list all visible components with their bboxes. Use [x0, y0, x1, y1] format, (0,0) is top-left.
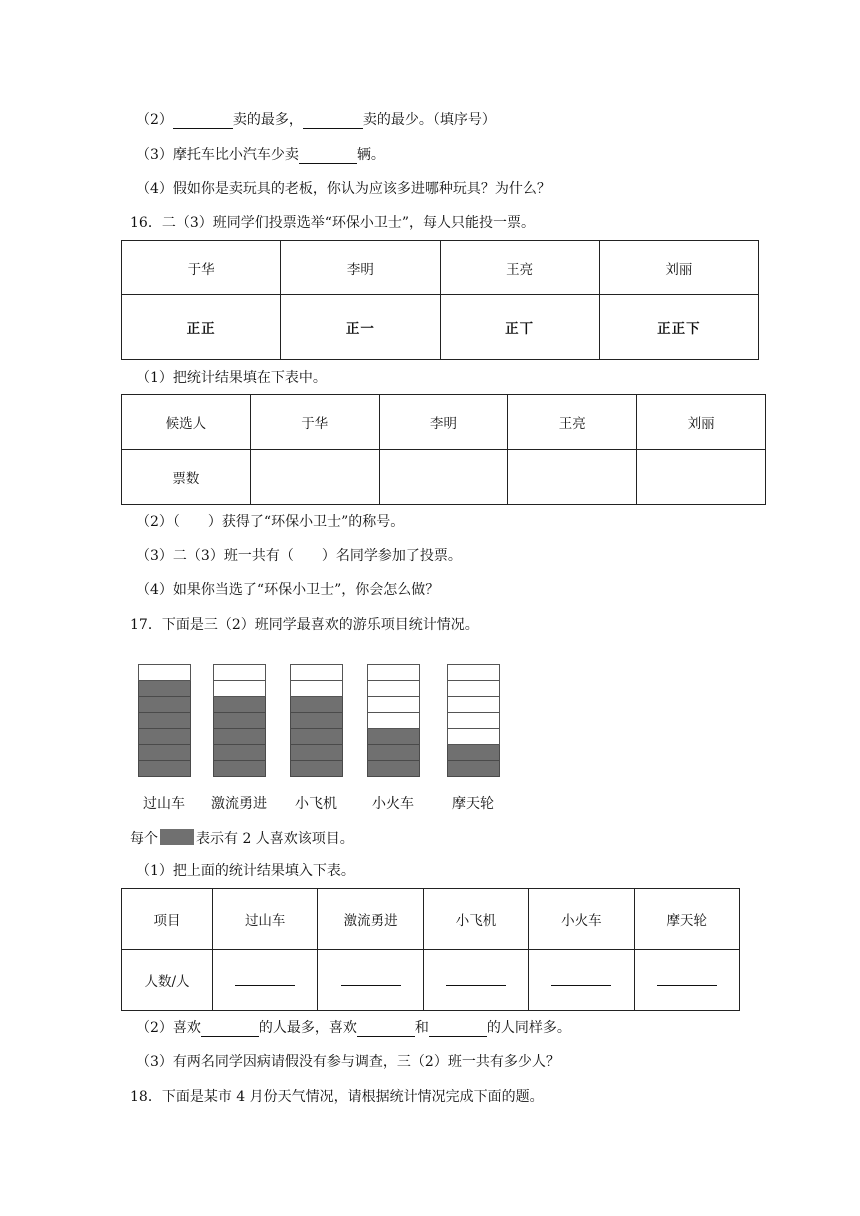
q17-part2-d: 的人同样多。	[486, 1020, 571, 1036]
chart-legend	[130, 829, 354, 848]
answer-cell[interactable]	[423, 950, 528, 1011]
filled-cell	[447, 761, 500, 777]
q16-part4: （4）如果你当选了“环保小卫士”，你会怎么做？	[136, 582, 440, 598]
tally-name: 刘丽	[599, 241, 758, 295]
answer-cell[interactable]	[634, 950, 739, 1011]
header-cell: 王亮	[508, 395, 637, 450]
answer-cell[interactable]	[213, 950, 318, 1011]
q15-part4: （4）假如你是卖玩具的老板，你认为应该多进哪种玩具？为什么？	[136, 181, 551, 197]
header-cell: 小飞机	[423, 889, 528, 950]
q18-title: 18．下面是某市 4 月份天气情况，请根据统计情况完成下面的题。	[130, 1089, 544, 1105]
empty-cell	[447, 713, 500, 729]
tally-name: 李明	[281, 241, 440, 295]
filled-cell	[290, 697, 343, 713]
q15-part2-suffix: 卖的最少。（填序号）	[362, 112, 496, 128]
answer-blank[interactable]	[201, 1022, 259, 1037]
q15-part2-mid: 卖的最多，	[232, 112, 303, 128]
filled-cell	[367, 761, 420, 777]
q15-part3-prefix: （3）摩托车比小汽车少卖	[136, 147, 299, 163]
filled-cell	[367, 745, 420, 761]
answer-cell[interactable]	[637, 450, 766, 505]
filled-cell	[213, 697, 266, 713]
answer-blank[interactable]	[303, 114, 363, 129]
header-cell: 激流勇进	[318, 889, 423, 950]
q15-part2-prefix: （2）	[136, 112, 173, 128]
project-table	[121, 888, 740, 1011]
legend-prefix: 每个	[130, 831, 158, 847]
header-cell: 项目	[122, 889, 213, 950]
header-cell: 摩天轮	[634, 889, 739, 950]
q17-part2-b: 的人最多，喜欢	[258, 1020, 357, 1036]
empty-cell	[447, 681, 500, 697]
empty-cell	[367, 713, 420, 729]
header-cell: 于华	[250, 395, 379, 450]
filled-cell	[213, 729, 266, 745]
q15-part3	[136, 146, 385, 164]
answer-blank[interactable]	[299, 149, 357, 164]
answer-blank[interactable]	[173, 114, 233, 129]
header-cell: 刘丽	[637, 395, 766, 450]
header-cell: 过山车	[213, 889, 318, 950]
empty-cell	[447, 664, 500, 681]
filled-cell	[138, 713, 191, 729]
q16-part2: （2）（ ）获得了“环保小卫士”的称号。	[136, 514, 405, 530]
empty-cell	[213, 664, 266, 681]
empty-cell	[447, 697, 500, 713]
filled-cell	[213, 761, 266, 777]
filled-cell	[138, 729, 191, 745]
bar-column-4	[367, 664, 420, 777]
row-label: 票数	[122, 450, 251, 505]
q17-part2-c: 和	[414, 1020, 429, 1036]
bar-column-3	[290, 664, 343, 777]
q17-title: 17．下面是三（2）班同学最喜欢的游乐项目统计情况。	[130, 617, 479, 633]
empty-cell	[367, 681, 420, 697]
empty-cell	[138, 664, 191, 681]
q17-part2-a: （2）喜欢	[136, 1020, 201, 1036]
filled-cell	[290, 745, 343, 761]
q17-part3: （3）有两名同学因病请假没有参与调查，三（2）班一共有多少人？	[136, 1054, 560, 1070]
q17-part1: （1）把上面的统计结果填入下表。	[136, 863, 355, 879]
answer-cell[interactable]	[318, 950, 423, 1011]
empty-cell	[447, 729, 500, 745]
filled-cell	[290, 729, 343, 745]
header-cell: 小火车	[529, 889, 634, 950]
q17-part2	[136, 1019, 571, 1037]
q16-part3: （3）二（3）班一共有（ ）名同学参加了投票。	[136, 548, 462, 564]
tally-marks: 正正下	[599, 295, 758, 360]
filled-cell	[367, 729, 420, 745]
filled-cell	[213, 713, 266, 729]
row-label: 人数/人	[122, 950, 213, 1011]
tally-marks: 正一	[281, 295, 440, 360]
category-label: 摩天轮	[452, 796, 494, 812]
q15-part2	[136, 111, 496, 129]
filled-cell	[290, 761, 343, 777]
empty-cell	[290, 681, 343, 697]
q16-title: 16．二（3）班同学们投票选举“环保小卫士”，每人只能投一票。	[130, 215, 536, 231]
tally-marks: 正丅	[440, 295, 599, 360]
vote-result-table	[121, 394, 766, 505]
filled-cell	[213, 745, 266, 761]
bar-column-5	[447, 664, 500, 777]
tally-name: 于华	[122, 241, 281, 295]
filled-cell	[138, 681, 191, 697]
filled-cell	[138, 761, 191, 777]
answer-cell[interactable]	[379, 450, 508, 505]
answer-cell[interactable]	[250, 450, 379, 505]
empty-cell	[367, 697, 420, 713]
category-label: 过山车	[143, 796, 185, 812]
q16-part1: （1）把统计结果填在下表中。	[136, 370, 327, 386]
tally-name: 王亮	[440, 241, 599, 295]
filled-cell	[138, 745, 191, 761]
answer-cell[interactable]	[508, 450, 637, 505]
filled-cell	[138, 697, 191, 713]
category-label: 小火车	[372, 796, 414, 812]
bar-column-1	[138, 664, 191, 777]
tally-marks: 正正	[122, 295, 281, 360]
answer-blank[interactable]	[357, 1022, 415, 1037]
header-cell: 李明	[379, 395, 508, 450]
empty-cell	[290, 664, 343, 681]
legend-suffix: 表示有 2 人喜欢该项目。	[196, 831, 354, 847]
category-label: 小飞机	[295, 796, 337, 812]
empty-cell	[367, 664, 420, 681]
filled-cell	[447, 745, 500, 761]
tally-table	[121, 240, 759, 360]
legend-swatch	[160, 829, 194, 845]
answer-blank[interactable]	[429, 1022, 487, 1037]
header-cell: 候选人	[122, 395, 251, 450]
q15-part3-suffix: 辆。	[356, 147, 385, 163]
category-label: 激流勇进	[211, 796, 267, 812]
answer-cell[interactable]	[529, 950, 634, 1011]
empty-cell	[213, 681, 266, 697]
bar-column-2	[213, 664, 266, 777]
filled-cell	[290, 713, 343, 729]
